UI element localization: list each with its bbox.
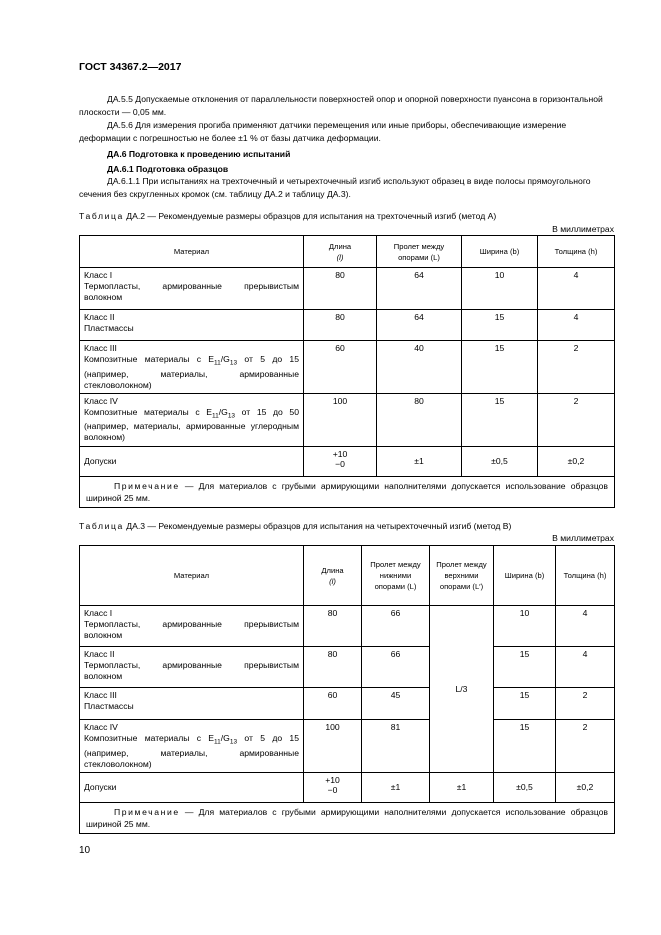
lower-span-cell: 81 (362, 720, 430, 773)
thickness-cell: 2 (538, 341, 615, 394)
table2-header-material: Материал (80, 236, 304, 268)
lower-span-cell: 66 (362, 647, 430, 688)
table3-header-width: Ширина (b) (494, 546, 556, 606)
table3-tolerance-row (80, 772, 615, 802)
paragraph-da-6-1-1: ДА.6.1.1 При испытаниях на трехточечный и четырехточечный изгиб используют образец в виде полосы прямоугольного сечения без скругленных кромок (см. таблицу ДА.2 и таблицу ДА.3). (79, 176, 591, 199)
thickness-cell: 4 (538, 310, 615, 341)
material-cell: Класс II Термопласты, армированные прерывистым волокном (80, 647, 304, 688)
width-cell: 15 (494, 720, 556, 773)
table2-header-thickness: Толщина (h) (538, 236, 615, 268)
thickness-cell: 4 (556, 606, 615, 647)
table2-unit: В миллиметрах (552, 224, 614, 234)
table2-header-row (80, 236, 615, 268)
width-cell: 15 (494, 688, 556, 720)
subsection-heading-da-6-1: ДА.6.1 Подготовка образцов (107, 164, 229, 174)
table2-caption: Таблица ДА.2 — Рекомендуемые размеры образцов для испытания на трехточечный изгиб (метод А) (79, 211, 497, 221)
width-cell: 15 (462, 393, 538, 446)
material-cell: Класс III Пластмассы (80, 688, 304, 720)
table3-unit: В миллиметрах (552, 533, 614, 543)
table-da-2 (79, 235, 615, 508)
table3-caption: Таблица ДА.3 — Рекомендуемые размеры образцов для испытания на четырехточечный изгиб (метод В) (79, 521, 512, 531)
length-tolerance: +10 −0 (304, 772, 362, 802)
width-cell: 10 (462, 268, 538, 310)
width-cell: 15 (462, 341, 538, 394)
thickness-cell: 4 (556, 647, 615, 688)
thickness-cell: 2 (538, 393, 615, 446)
material-cell: Класс IV Композитные материалы с $E_{11}/G_{13}$ от 15 до 50 (например, материалы, армированные углеродным волокном) (80, 393, 304, 446)
table-row (80, 393, 615, 446)
table-da-3 (79, 545, 615, 834)
paragraph-da-5-5: ДА.5.5 Допускаемые отклонения от параллельности поверхностей опор и опорной поверхности пуансона в горизонтальной плоскости — 0,05 мм. (79, 94, 603, 117)
length-cell: 100 (304, 720, 362, 773)
table3-header-row (80, 546, 615, 606)
table-row (80, 720, 615, 773)
length-cell: 80 (304, 606, 362, 647)
table2-note-row (80, 476, 615, 507)
span-tolerance: ±1 (377, 446, 462, 476)
length-cell: 80 (304, 310, 377, 341)
table-row (80, 268, 615, 310)
table-row (80, 310, 615, 341)
width-tolerance: ±0,5 (494, 772, 556, 802)
length-cell: 100 (304, 393, 377, 446)
thickness-cell: 2 (556, 720, 615, 773)
section-heading-da-6: ДА.6 Подготовка к проведению испытаний (107, 149, 291, 159)
width-cell: 15 (462, 310, 538, 341)
thickness-cell: 2 (556, 688, 615, 720)
length-cell: 80 (304, 647, 362, 688)
table2-header-span: Пролет между опорами (L) (377, 236, 462, 268)
thickness-tolerance: ±0,2 (538, 446, 615, 476)
table-row (80, 688, 615, 720)
span-cell: 64 (377, 310, 462, 341)
table-row (80, 606, 615, 647)
page-number: 10 (79, 845, 91, 856)
length-cell: 60 (304, 341, 377, 394)
table-row (80, 647, 615, 688)
thickness-cell: 4 (538, 268, 615, 310)
length-cell: 80 (304, 268, 377, 310)
material-cell: Класс IV Композитные материалы с $E_{11}/G_{13}$ от 5 до 15 (например, материалы, армированные стекловолокном) (80, 720, 304, 773)
table3-header-lower-span: Пролет между нижними опорами (L) (362, 546, 430, 606)
table2-header-length: Длина (l) (304, 236, 377, 268)
table-row (80, 341, 615, 394)
span-cell: 64 (377, 268, 462, 310)
length-tolerance: +10 −0 (304, 446, 377, 476)
tolerance-label: Допуски (80, 772, 304, 802)
material-cell: Класс III Композитные материалы с $E_{11}/G_{13}$ от 5 до 15 (например, материалы, армированные стекловолокном) (80, 341, 304, 394)
table3-note-row (80, 802, 615, 833)
width-cell: 15 (494, 647, 556, 688)
upper-span-merged-cell: L/3 (430, 606, 494, 773)
width-cell: 10 (494, 606, 556, 647)
table3-header-upper-span: Пролет между верхними опорами (L′) (430, 546, 494, 606)
table3-note: Примечание — Для материалов с грубыми армирующими наполнителями допускается использование образцов шириной 25 мм. (80, 802, 615, 833)
table2-tolerance-row (80, 446, 615, 476)
table3-header-thickness: Толщина (h) (556, 546, 615, 606)
lower-span-cell: 66 (362, 606, 430, 647)
upper-span-tolerance: ±1 (430, 772, 494, 802)
document-header: ГОСТ 34367.2—2017 (79, 61, 182, 73)
material-cell: Класс I Термопласты, армированные прерывистым волокном (80, 606, 304, 647)
lower-span-cell: 45 (362, 688, 430, 720)
tolerance-label: Допуски (80, 446, 304, 476)
material-cell: Класс II Пластмассы (80, 310, 304, 341)
table3-header-material: Материал (80, 546, 304, 606)
table3-header-length: Длина (l) (304, 546, 362, 606)
width-tolerance: ±0,5 (462, 446, 538, 476)
length-cell: 60 (304, 688, 362, 720)
table2-note: Примечание — Для материалов с грубыми армирующими наполнителями допускается использование образцов шириной 25 мм. (80, 476, 615, 507)
table2-header-width: Ширина (b) (462, 236, 538, 268)
span-cell: 40 (377, 341, 462, 394)
material-cell: Класс I Термопласты, армированные прерывистым волокном (80, 268, 304, 310)
span-cell: 80 (377, 393, 462, 446)
paragraph-da-5-6: ДА.5.6 Для измерения прогиба применяют датчики перемещения или иные приборы, обеспечивающие измерение деформации с погрешностью не более ±1 % от базы датчика деформации. (79, 120, 567, 143)
thickness-tolerance: ±0,2 (556, 772, 615, 802)
lower-span-tolerance: ±1 (362, 772, 430, 802)
